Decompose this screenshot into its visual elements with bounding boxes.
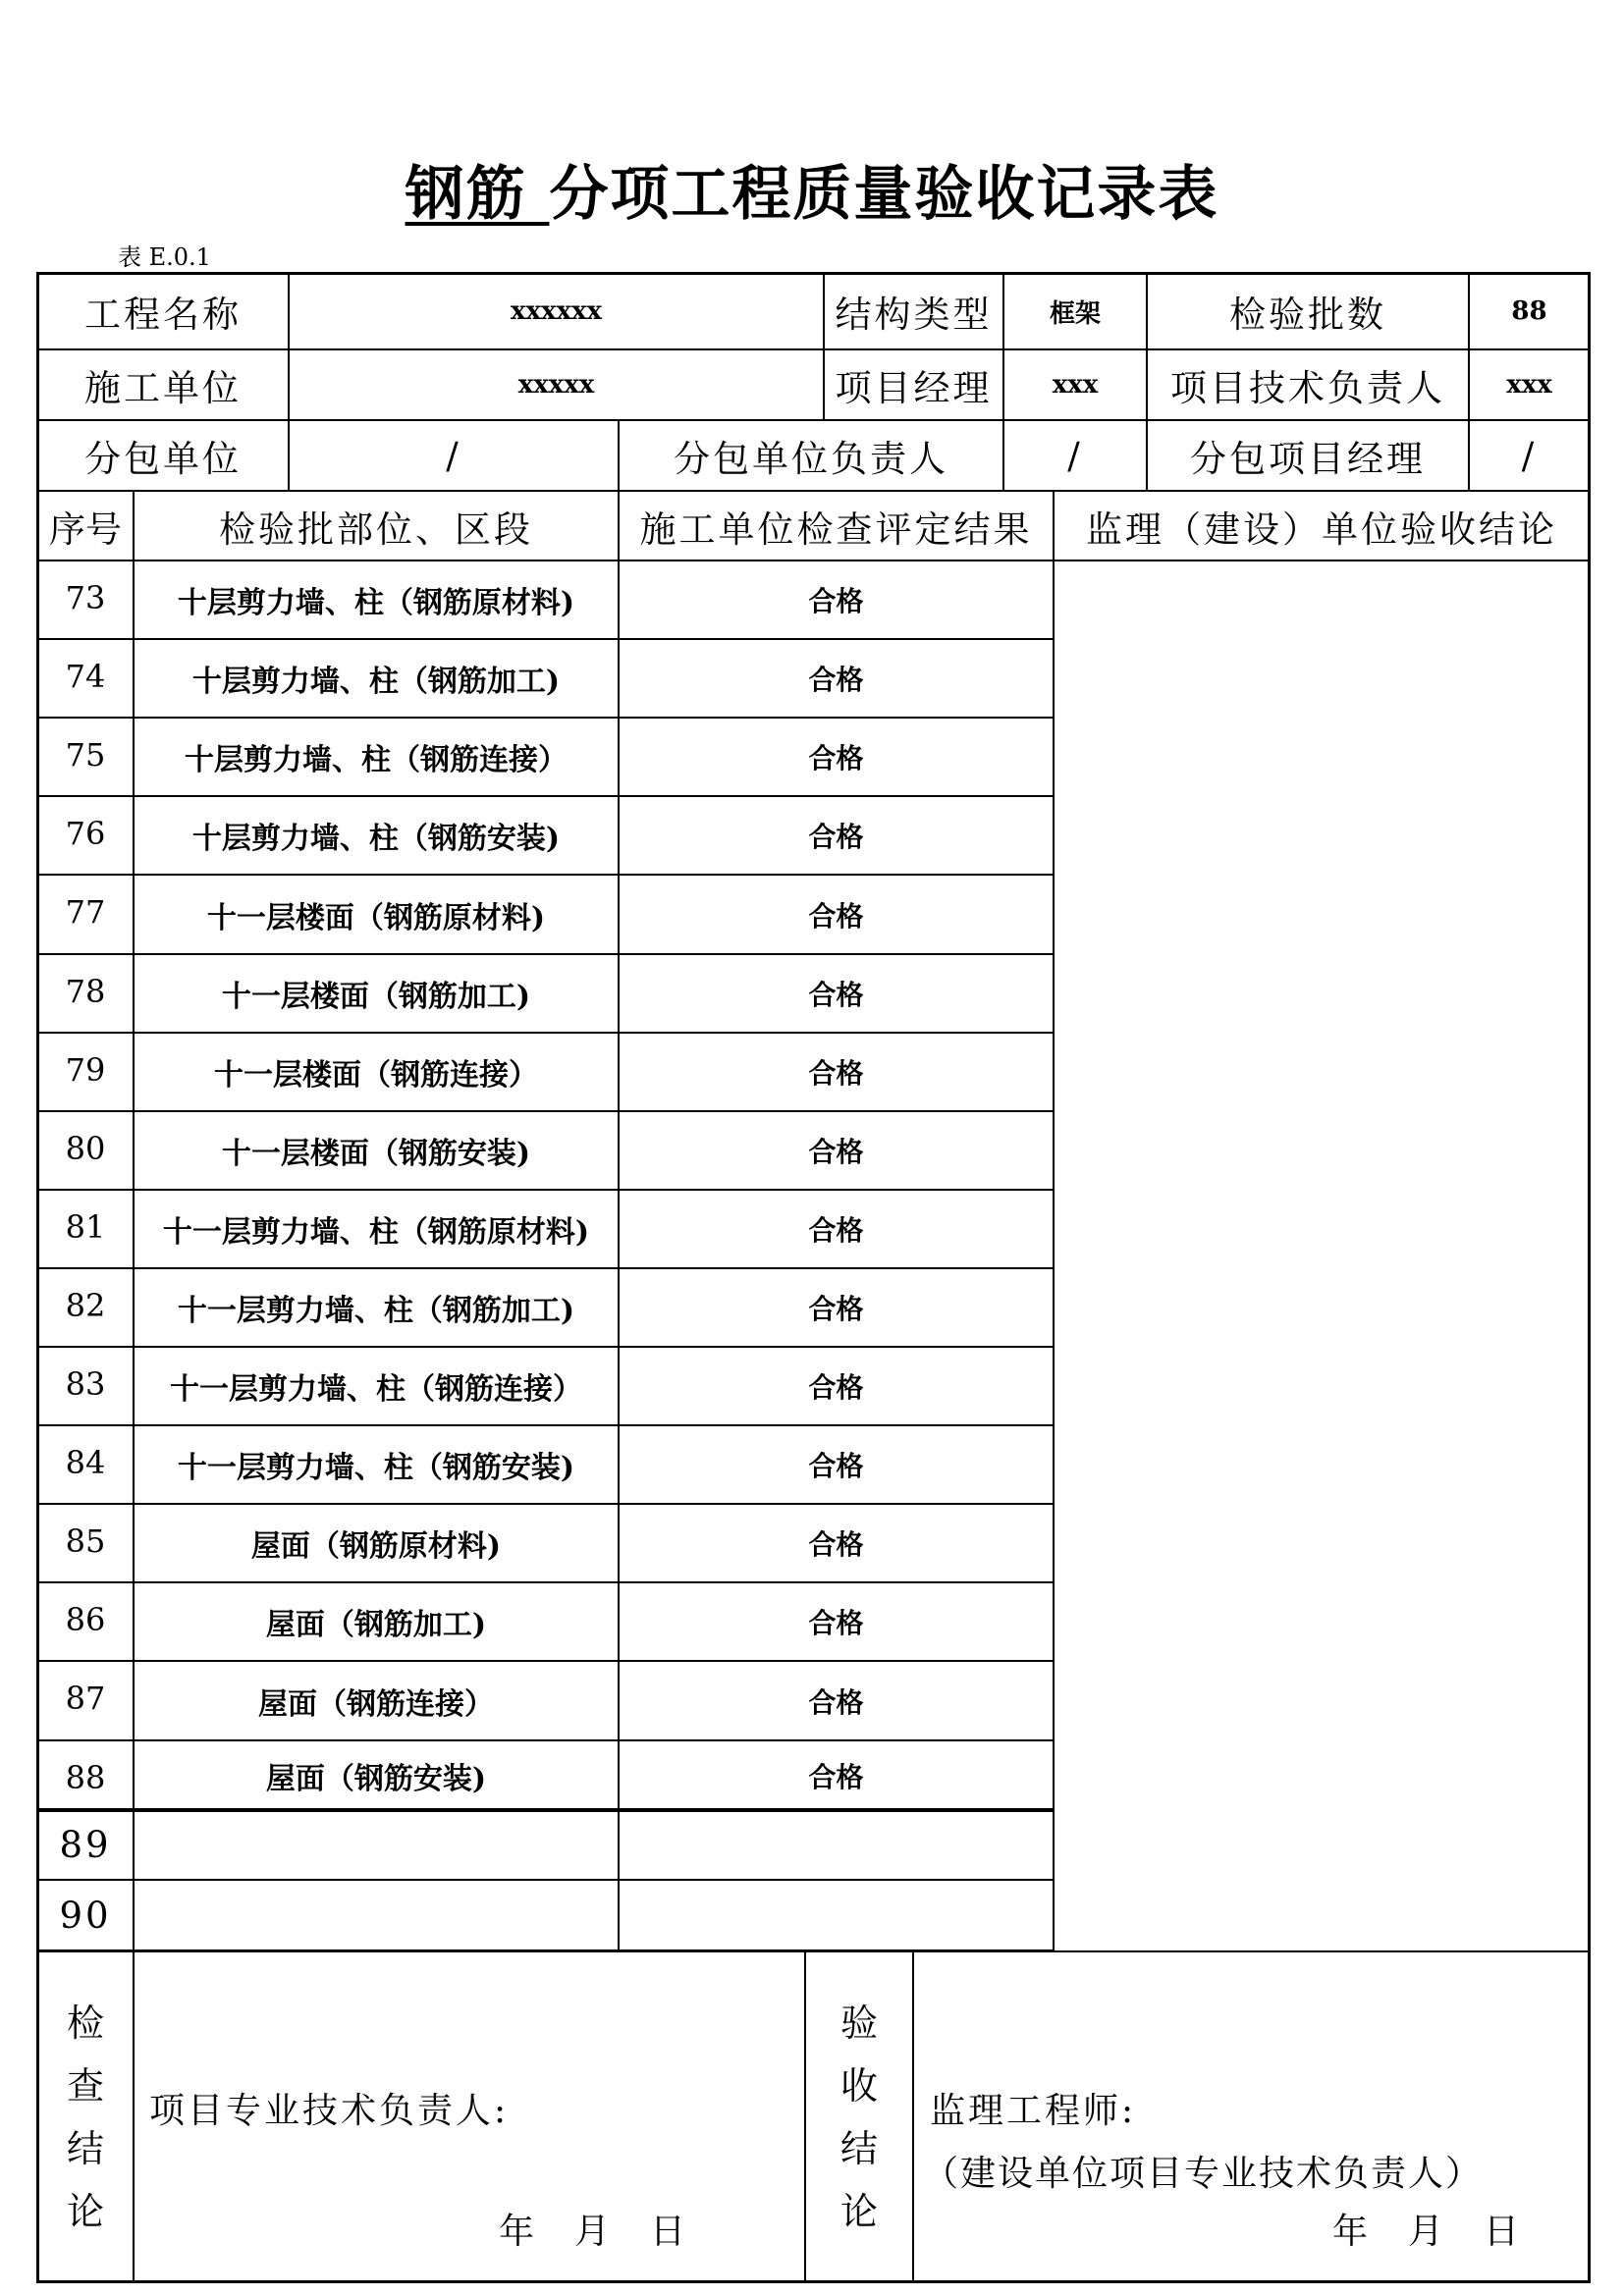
row-result: 合格 [618,1739,1055,1812]
row-result: 合格 [618,638,1055,719]
row-result: 合格 [618,1660,1055,1741]
supervision-conclusion-cell [1053,560,1591,1952]
project-manager-label: 项目经理 [823,348,1004,421]
row-part: 十一层楼面（钢筋连接） [133,1032,620,1112]
batch-count-value: 88 [1468,272,1591,350]
row-number: 78 [36,953,135,1034]
row-part: 屋面（钢筋加工) [133,1581,620,1662]
accept-label-char: 结 [839,2126,878,2170]
row-number: 74 [36,638,135,719]
title-material: 钢筋 [405,160,550,229]
sub-lead-label: 分包单位负责人 [618,419,1004,492]
check-date-day: 日 [650,2212,689,2252]
accept-conclusion-label [804,1950,914,2283]
row-part: 屋面（钢筋连接） [133,1660,620,1741]
col-header-result: 施工单位检查评定结果 [618,490,1055,561]
row-result: 合格 [618,874,1055,955]
form-number: 表 E.0.1 [118,243,211,271]
row-part: 十层剪力墙、柱（钢筋安装) [133,795,620,876]
row-result: 合格 [618,1032,1055,1112]
row-part: 十一层剪力墙、柱（钢筋连接） [133,1346,620,1426]
row-number: 80 [36,1110,135,1191]
accept-label-char: 验 [839,2001,878,2045]
row-result: 合格 [618,1346,1055,1426]
row-number: 87 [36,1660,135,1741]
row-part: 十一层楼面（钢筋加工) [133,953,620,1034]
col-header-conclusion: 监理（建设）单位验收结论 [1053,490,1591,561]
row-part: 十一层楼面（钢筋原材料) [133,874,620,955]
check-date-year: 年 [499,2212,538,2252]
row-part: 十一层楼面（钢筋安装) [133,1110,620,1191]
row-number: 76 [36,795,135,876]
accept-date-month: 月 [1408,2212,1447,2252]
sub-pm-value: / [1468,419,1591,492]
check-date-month: 月 [574,2212,614,2252]
row-part: 十一层剪力墙、柱（钢筋安装) [133,1424,620,1505]
row-result: 合格 [618,1267,1055,1348]
row-part: 屋面（钢筋原材料) [133,1503,620,1583]
contractor-label: 施工单位 [36,348,290,421]
contractor-value: xxxxx [288,348,825,421]
accept-signer-sub: （建设单位项目专业技术负责人） [923,2154,1484,2194]
row-result: 合格 [618,1424,1055,1505]
structure-type-label: 结构类型 [823,272,1004,350]
project-name-value: xxxxxx [288,272,825,350]
check-label-char: 检 [66,2001,104,2045]
accept-label-char: 收 [839,2063,878,2108]
col-header-no: 序号 [36,490,135,561]
row-number: 88 [36,1739,135,1812]
structure-type-value: 框架 [1002,272,1148,350]
sub-pm-label: 分包项目经理 [1146,419,1470,492]
accept-date-day: 日 [1484,2212,1523,2252]
row-result [618,1879,1055,1951]
row-number: 86 [36,1581,135,1662]
row-result: 合格 [618,1189,1055,1269]
row-result: 合格 [618,1581,1055,1662]
row-result: 合格 [618,953,1055,1034]
accept-label-char: 论 [839,2189,878,2233]
batch-count-label: 检验批数 [1146,272,1470,350]
tech-lead-label: 项目技术负责人 [1146,348,1470,421]
check-signer-label: 项目专业技术负责人: [149,2091,510,2131]
row-part: 十一层剪力墙、柱（钢筋原材料) [133,1189,620,1269]
row-result: 合格 [618,717,1055,797]
row-part: 十层剪力墙、柱（钢筋连接） [133,717,620,797]
check-label-char: 论 [66,2189,104,2233]
check-label-char: 查 [66,2063,104,2108]
row-number: 85 [36,1503,135,1583]
row-number: 81 [36,1189,135,1269]
project-name-label: 工程名称 [36,272,290,350]
row-part [133,1879,620,1951]
accept-signer-label: 监理工程师: [930,2091,1137,2131]
subcontractor-label: 分包单位 [36,419,290,492]
check-conclusion-label [36,1950,135,2283]
accept-date-year: 年 [1332,2212,1372,2252]
row-part [133,1808,620,1881]
title-main: 分项工程质量验收记录表 [549,160,1219,229]
row-number: 90 [36,1879,135,1951]
check-label-char: 结 [66,2126,104,2170]
sub-lead-value: / [1002,419,1148,492]
tech-lead-value: xxx [1468,348,1591,421]
row-result: 合格 [618,795,1055,876]
row-part: 十一层剪力墙、柱（钢筋加工) [133,1267,620,1348]
row-number: 82 [36,1267,135,1348]
row-part: 十层剪力墙、柱（钢筋原材料) [133,560,620,640]
row-number: 84 [36,1424,135,1505]
row-result [618,1808,1055,1881]
row-number: 73 [36,560,135,640]
row-result: 合格 [618,1110,1055,1191]
row-result: 合格 [618,1503,1055,1583]
row-number: 89 [36,1808,135,1881]
row-number: 77 [36,874,135,955]
row-number: 79 [36,1032,135,1112]
row-part: 十层剪力墙、柱（钢筋加工) [133,638,620,719]
row-result: 合格 [618,560,1055,640]
row-number: 83 [36,1346,135,1426]
row-part: 屋面（钢筋安装) [133,1739,620,1812]
row-number: 75 [36,717,135,797]
col-header-part: 检验批部位、区段 [133,490,620,561]
page-title [0,147,1624,232]
subcontractor-value: / [288,419,620,492]
project-manager-value: xxx [1002,348,1148,421]
